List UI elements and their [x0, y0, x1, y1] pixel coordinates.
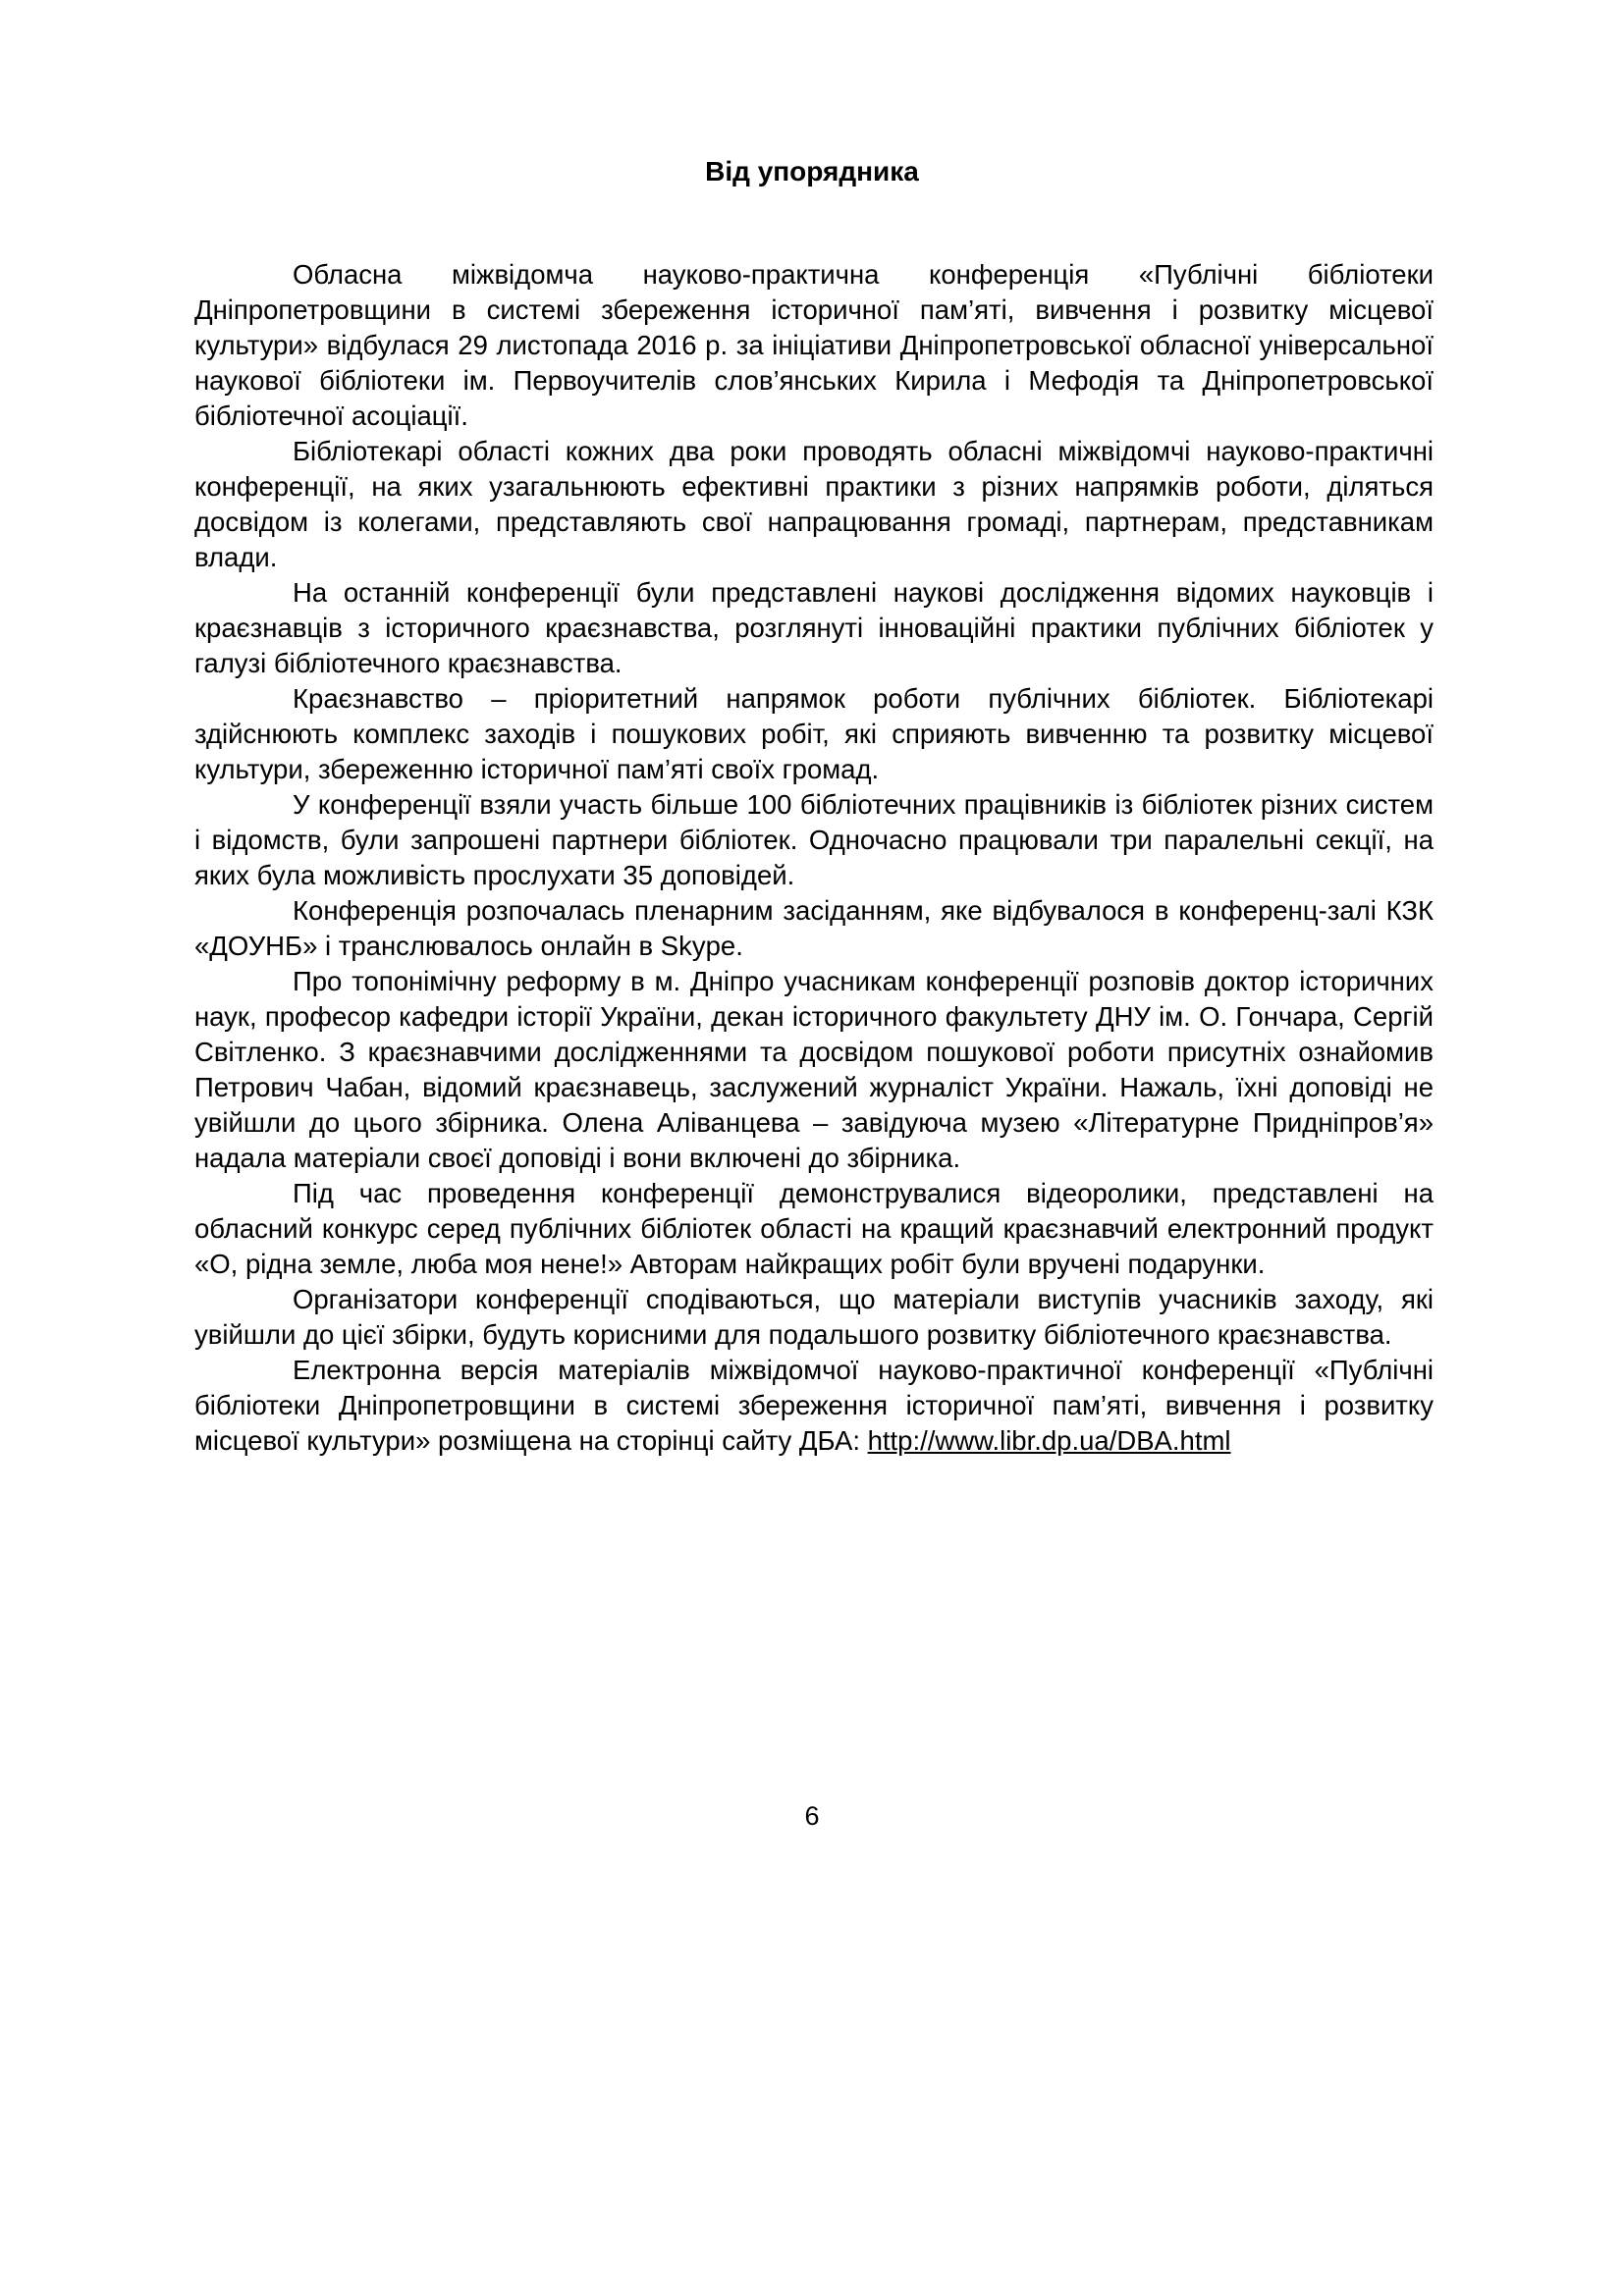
body-text: [194, 257, 1434, 1459]
page-number: 6: [804, 1801, 820, 1831]
paragraph-10-text: Електронна версія матеріалів міжвідомчої науково-практичної конференції «Публічні бібліотеки Дніпропетровщини в системі збереження історичної пам’яті, вивчення і розвитку місцевої культури» розміщена на сторінці сайту ДБА:: [194, 1355, 1434, 1456]
paragraph-6: Конференція розпочалась пленарним засіданням, яке відбувалося в конференц-залі КЗК «ДОУНБ» і транслювалось онлайн в Skype.: [194, 895, 1434, 961]
page-title: Від упорядника: [705, 156, 919, 187]
paragraph-9: Організатори конференції сподіваються, що матеріали виступів учасників заходу, які увійшли до цієї збірки, будуть корисними для подальшого розвитку бібліотечного краєзнавства.: [194, 1284, 1434, 1350]
paragraph-4: Краєзнавство – пріоритетний напрямок роботи публічних бібліотек. Бібліотекарі здійснюють комплекс заходів і пошукових робіт, які сприяють вивченню та розвитку місцевої культури, збереженню історичної пам’яті своїх громад.: [194, 683, 1434, 784]
paragraph-2: Бібліотекарі області кожних два роки проводять обласні міжвідомчі науково-практичні конференції, на яких узагальнюють ефективні практики з різних напрямків роботи, діляться досвідом із колегами, представляють свої напрацювання громаді, партнерам, представникам влади.: [194, 436, 1434, 572]
paragraph-7: Про топонімічну реформу в м. Дніпро учасникам конференції розповів доктор історичних наук, професор кафедри історії України, декан історичного факультету ДНУ ім. О. Гончара, Сергій Світленко. З краєзнавчими дослідженнями та досвідом пошукової роботи присутніх ознайомив Петрович Чабан, відомий краєзнавець, заслужений журналіст України. Нажаль, їхні доповіді не увійшли до цього збірника. Олена Аліванцева – завідуюча музею «Літературне Придніпров’я» надала матеріали своєї доповіді і вони включені до збірника.: [194, 966, 1434, 1173]
paragraph-1: Обласна міжвідомча науково-практична конференція «Публічні бібліотеки Дніпропетровщини в системі збереження історичної пам’яті, вивчення і розвитку місцевої культури» відбулася 29 листопада 2016 р. за ініціативи Дніпропетровської обласної універсальної наукової бібліотеки ім. Первоучителів слов’янських Кирила і Мефодія та Дніпропетровської бібліотечної асоціації.: [194, 259, 1434, 431]
dba-link[interactable]: http://www.libr.dp.ua/DBA.html: [867, 1425, 1231, 1456]
paragraph-3: На останній конференції були представлені наукові дослідження відомих науковців і краєзнавців з історичного краєзнавства, розглянуті інноваційні практики публічних бібліотек у галузі бібліотечного краєзнавства.: [194, 577, 1434, 678]
paragraph-8: Під час проведення конференції демонструвалися відеоролики, представлені на обласний конкурс серед публічних бібліотек області на кращий краєзнавчий електронний продукт «О, рідна земле, люба моя нене!» Авторам найкращих робіт були вручені подарунки.: [194, 1178, 1434, 1279]
paragraph-5: У конференції взяли участь більше 100 бібліотечних працівників із бібліотек різних систем і відомств, були запрошені партнери бібліотек. Одночасно працювали три паралельні секції, на яких була можливість прослухати 35 доповідей.: [194, 789, 1434, 890]
paragraph-10: [194, 1353, 1434, 1459]
